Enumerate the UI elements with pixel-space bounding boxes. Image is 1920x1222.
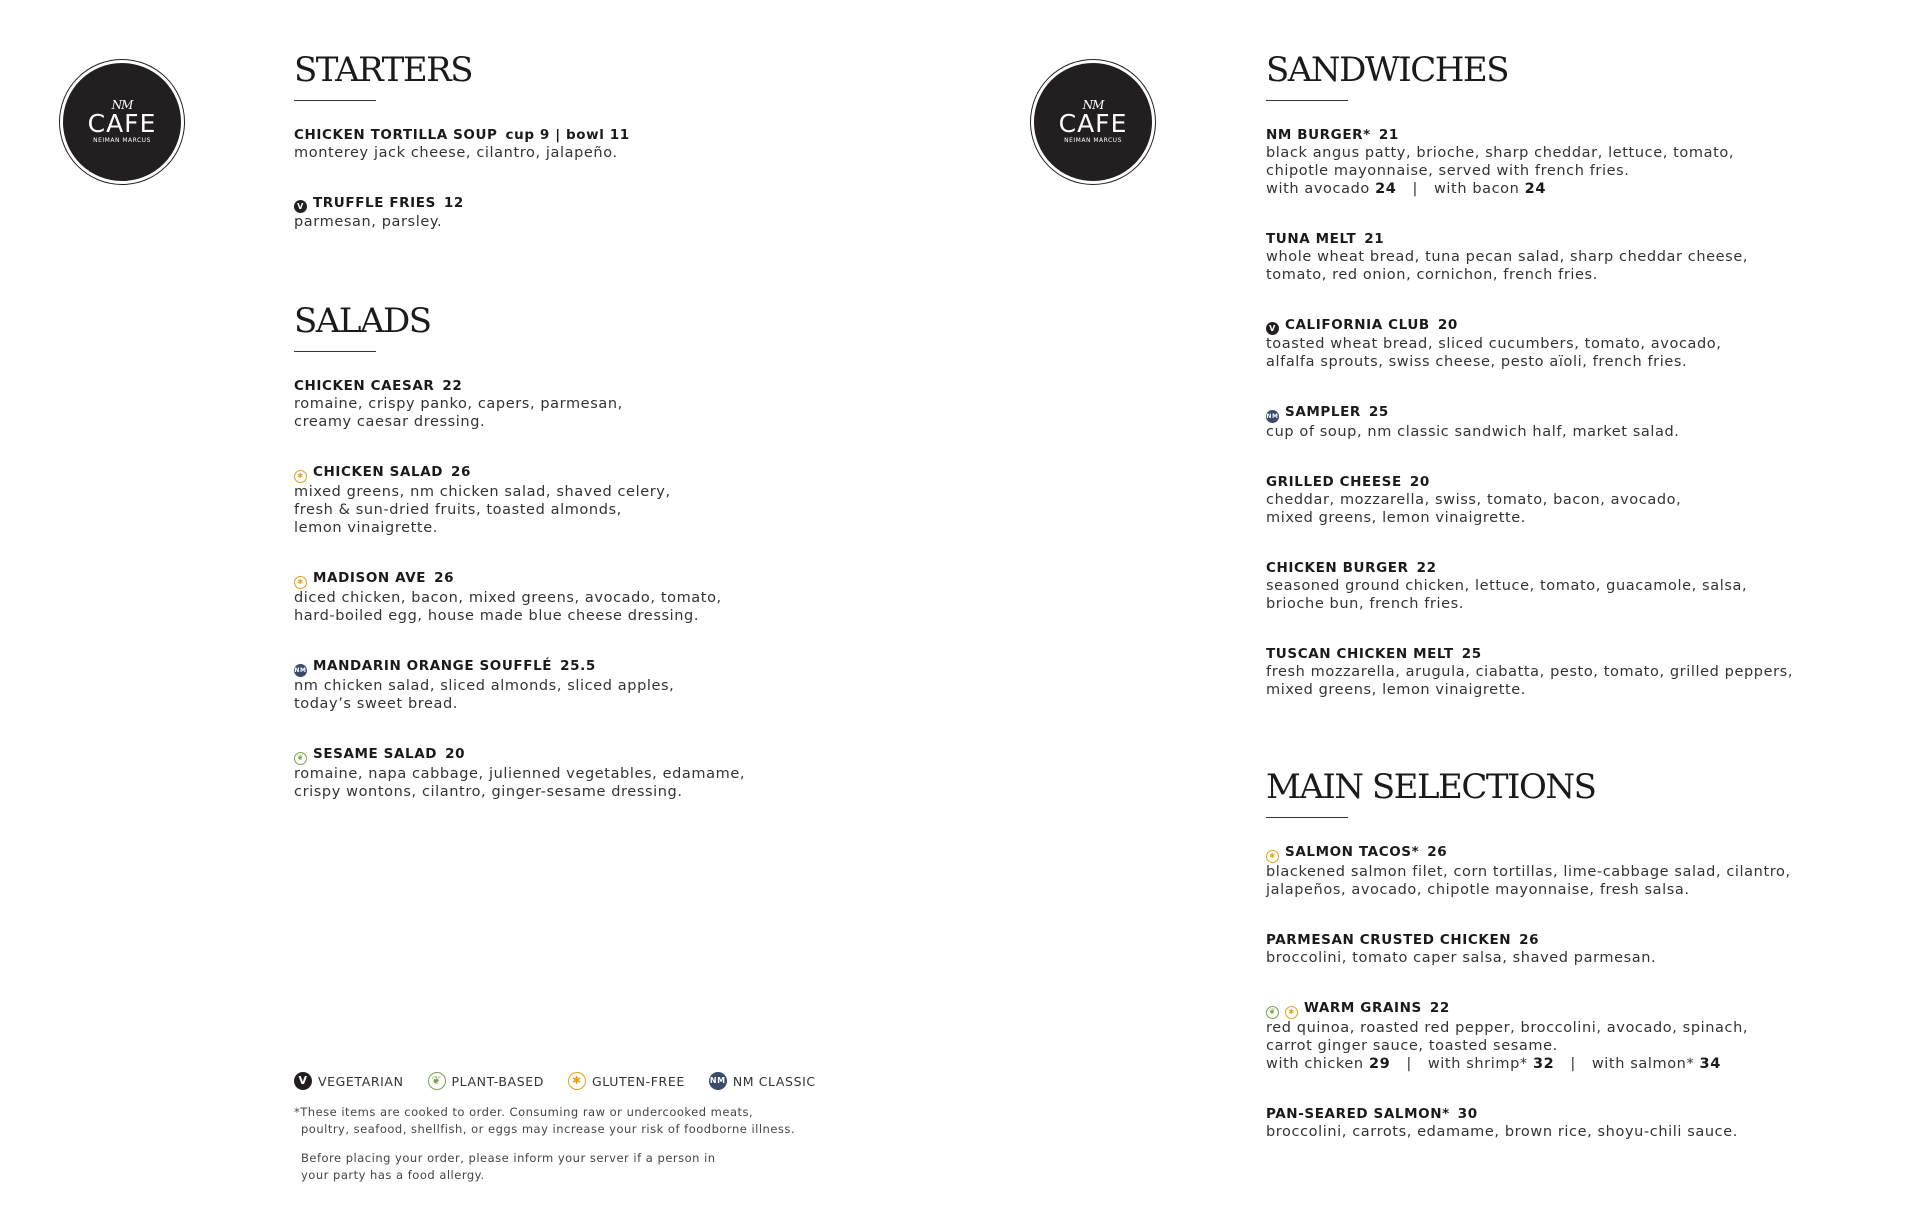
- item-price: 12: [443, 195, 464, 211]
- raw-food-notice: [294, 1104, 795, 1138]
- item-desc: nm chicken salad, sliced almonds, sliced apples,: [294, 678, 675, 694]
- menu-item: [1266, 559, 1866, 613]
- plant-based-icon: ❦: [428, 1072, 446, 1090]
- item-price: 25: [1461, 646, 1482, 662]
- item-desc: alfalfa sprouts, swiss cheese, pesto aïoli, french fries.: [1266, 354, 1688, 370]
- menu-item: [294, 745, 854, 801]
- item-desc: blackened salmon filet, corn tortillas, lime-cabbage salad, cilantro,: [1266, 864, 1791, 880]
- item-price: 26: [1519, 932, 1540, 948]
- starters-heading: STARTERS: [294, 50, 473, 90]
- notice-line: poultry, seafood, shellfish, or eggs may increase your risk of foodborne illness.: [301, 1122, 796, 1136]
- option-label: with bacon: [1433, 181, 1520, 197]
- gluten-free-icon: ✱: [1285, 1006, 1298, 1019]
- menu-item: [294, 657, 854, 713]
- menu-item: [294, 463, 854, 537]
- item-desc: fresh & sun-dried fruits, toasted almonds,: [294, 502, 622, 518]
- vegetarian-icon: V: [294, 200, 307, 213]
- item-title: TRUFFLE FRIES: [313, 195, 436, 211]
- allergy-notice: [301, 1150, 716, 1184]
- legend-label: GLUTEN-FREE: [591, 1073, 685, 1089]
- notice-line: your party has a food allergy.: [301, 1168, 485, 1182]
- menu-item: [1266, 403, 1866, 441]
- item-price: 21: [1364, 231, 1385, 247]
- gluten-free-icon: ✱: [1266, 850, 1279, 863]
- item-price: 30: [1457, 1106, 1478, 1122]
- gluten-free-icon: ✱: [294, 470, 307, 483]
- starters-rule: [294, 100, 376, 101]
- item-title: GRILLED CHEESE: [1266, 474, 1402, 490]
- item-desc: cup of soup, nm classic sandwich half, market salad.: [1266, 424, 1680, 440]
- item-desc: mixed greens, lemon vinaigrette.: [1266, 682, 1527, 698]
- item-desc: mixed greens, nm chicken salad, shaved celery,: [294, 484, 671, 500]
- logo-mark: NM: [111, 98, 133, 112]
- item-price: 20: [1437, 317, 1458, 333]
- item-price: cup 9 | bowl 11: [505, 127, 630, 143]
- option-label: with salmon*: [1591, 1056, 1695, 1072]
- item-price: 21: [1378, 127, 1399, 143]
- item-title: MANDARIN ORANGE SOUFFLÉ: [313, 658, 553, 674]
- item-price: 25.5: [560, 658, 596, 674]
- item-desc: chipotle mayonnaise, served with french fries.: [1266, 163, 1630, 179]
- item-desc: monterey jack cheese, cilantro, jalapeño.: [294, 145, 618, 161]
- item-desc: today’s sweet bread.: [294, 696, 459, 712]
- cafe-logo-left: [60, 60, 184, 184]
- sandwiches-rule: [1266, 100, 1348, 101]
- menu-item: [1266, 316, 1866, 371]
- item-title: CHICKEN CAESAR: [294, 378, 435, 394]
- item-desc: whole wheat bread, tuna pecan salad, sharp cheddar cheese,: [1266, 249, 1749, 265]
- option-label: with avocado: [1266, 181, 1370, 197]
- option-price: 24: [1524, 181, 1547, 197]
- option-separator: |: [1406, 1056, 1412, 1072]
- item-title: SALMON TACOS*: [1285, 844, 1420, 860]
- legend-label: PLANT-BASED: [451, 1073, 544, 1089]
- notice-line: Before placing your order, please inform your server if a person in: [301, 1151, 716, 1165]
- item-title: PAN-SEARED SALMON*: [1266, 1106, 1450, 1122]
- option-price: 29: [1368, 1056, 1391, 1072]
- option-price: 24: [1375, 181, 1397, 197]
- item-title: TUNA MELT: [1266, 231, 1357, 247]
- logo-sub: NEIMAN MARCUS: [1064, 137, 1122, 144]
- dietary-legend: [294, 1072, 840, 1090]
- logo-name: CAFE: [1058, 109, 1128, 138]
- item-price: 22: [1416, 560, 1437, 576]
- item-desc: fresh mozzarella, arugula, ciabatta, pesto, tomato, grilled peppers,: [1266, 664, 1794, 680]
- item-desc: seasoned ground chicken, lettuce, tomato, guacamole, salsa,: [1266, 578, 1748, 594]
- vegetarian-icon: V: [1266, 322, 1279, 335]
- item-title: CALIFORNIA CLUB: [1285, 317, 1430, 333]
- legend-label: VEGETARIAN: [318, 1073, 404, 1089]
- mains-heading: MAIN SELECTIONS: [1266, 767, 1596, 807]
- menu-item: [1266, 126, 1866, 198]
- notice-line: *These items are cooked to order. Consuming raw or undercooked meats,: [294, 1105, 754, 1119]
- item-title: WARM GRAINS: [1304, 1000, 1422, 1016]
- cafe-logo-right: [1031, 60, 1155, 184]
- item-desc: lemon vinaigrette.: [294, 520, 438, 536]
- plant-based-icon: ❦: [1266, 1006, 1279, 1019]
- item-desc: romaine, napa cabbage, julienned vegetables, edamame,: [294, 766, 746, 782]
- item-desc: toasted wheat bread, sliced cucumbers, tomato, avocado,: [1266, 336, 1722, 352]
- plant-based-icon: ❦: [294, 752, 307, 765]
- item-title: SAMPLER: [1285, 404, 1361, 420]
- item-desc: romaine, crispy panko, capers, parmesan,: [294, 396, 623, 412]
- option-label: with chicken: [1266, 1056, 1364, 1072]
- item-price: 20: [445, 746, 466, 762]
- menu-item: [294, 126, 854, 162]
- menu-item: [1266, 999, 1866, 1073]
- nm-classic-icon: NM: [709, 1072, 727, 1090]
- menu-item: [294, 194, 854, 231]
- right-column: [1266, 50, 1866, 1161]
- item-options: [1266, 180, 1866, 198]
- item-price: 22: [442, 378, 463, 394]
- item-price: 26: [1427, 844, 1448, 860]
- legend-label: NM CLASSIC: [732, 1073, 816, 1089]
- item-desc: jalapeños, avocado, chipotle mayonnaise, fresh salsa.: [1266, 882, 1690, 898]
- item-desc: creamy caesar dressing.: [294, 414, 486, 430]
- option-separator: |: [1570, 1056, 1576, 1072]
- option-price: 32: [1532, 1056, 1555, 1072]
- item-desc: parmesan, parsley.: [294, 214, 443, 230]
- item-desc: broccolini, tomato caper salsa, shaved parmesan.: [1266, 950, 1657, 966]
- item-price: 25: [1368, 404, 1389, 420]
- nm-classic-icon: NM: [294, 664, 307, 677]
- salads-rule: [294, 351, 376, 352]
- item-desc: tomato, red onion, cornichon, french fries.: [1266, 267, 1598, 283]
- item-price: 22: [1429, 1000, 1450, 1016]
- item-desc: broccolini, carrots, edamame, brown rice, shoyu-chili sauce.: [1266, 1124, 1738, 1140]
- item-title: CHICKEN BURGER: [1266, 560, 1409, 576]
- menu-item: [1266, 645, 1866, 699]
- item-title: TUSCAN CHICKEN MELT: [1266, 646, 1454, 662]
- menu-item: [1266, 843, 1866, 899]
- menu-item: [294, 569, 854, 625]
- logo-name: CAFE: [87, 109, 157, 138]
- option-label: with shrimp*: [1427, 1056, 1528, 1072]
- item-title: CHICKEN TORTILLA SOUP: [294, 127, 498, 143]
- item-price: 20: [1409, 474, 1430, 490]
- logo-sub: NEIMAN MARCUS: [93, 137, 151, 144]
- gluten-free-icon: ✱: [294, 576, 307, 589]
- item-desc: mixed greens, lemon vinaigrette.: [1266, 510, 1527, 526]
- item-price: 26: [434, 570, 455, 586]
- item-options: [1266, 1055, 1866, 1073]
- menu-item: [1266, 931, 1866, 967]
- item-desc: crispy wontons, cilantro, ginger-sesame dressing.: [294, 784, 683, 800]
- left-column: [294, 50, 854, 821]
- menu-item: [1266, 1105, 1866, 1141]
- item-desc: cheddar, mozzarella, swiss, tomato, bacon, avocado,: [1266, 492, 1682, 508]
- menu-item: [294, 377, 854, 431]
- menu-item: [1266, 473, 1866, 527]
- item-desc: brioche bun, french fries.: [1266, 596, 1464, 612]
- salads-heading: SALADS: [294, 301, 431, 341]
- item-desc: red quinoa, roasted red pepper, broccolini, avocado, spinach,: [1266, 1020, 1749, 1036]
- menu-item: [1266, 230, 1866, 284]
- gluten-free-icon: ✱: [568, 1072, 586, 1090]
- mains-rule: [1266, 817, 1348, 818]
- item-title: MADISON AVE: [313, 570, 427, 586]
- vegetarian-icon: V: [294, 1072, 312, 1090]
- item-desc: black angus patty, brioche, sharp cheddar, lettuce, tomato,: [1266, 145, 1735, 161]
- logo-mark: NM: [1082, 98, 1104, 112]
- sandwiches-heading: SANDWICHES: [1266, 50, 1509, 90]
- item-title: NM BURGER*: [1266, 127, 1371, 143]
- item-desc: diced chicken, bacon, mixed greens, avocado, tomato,: [294, 590, 722, 606]
- item-title: CHICKEN SALAD: [313, 464, 444, 480]
- item-price: 26: [451, 464, 472, 480]
- nm-classic-icon: NM: [1266, 410, 1279, 423]
- item-desc: hard-boiled egg, house made blue cheese dressing.: [294, 608, 700, 624]
- option-price: 34: [1699, 1056, 1721, 1072]
- item-title: PARMESAN CRUSTED CHICKEN: [1266, 932, 1512, 948]
- item-title: SESAME SALAD: [313, 746, 438, 762]
- item-desc: carrot ginger sauce, toasted sesame.: [1266, 1038, 1558, 1054]
- option-separator: |: [1412, 181, 1418, 197]
